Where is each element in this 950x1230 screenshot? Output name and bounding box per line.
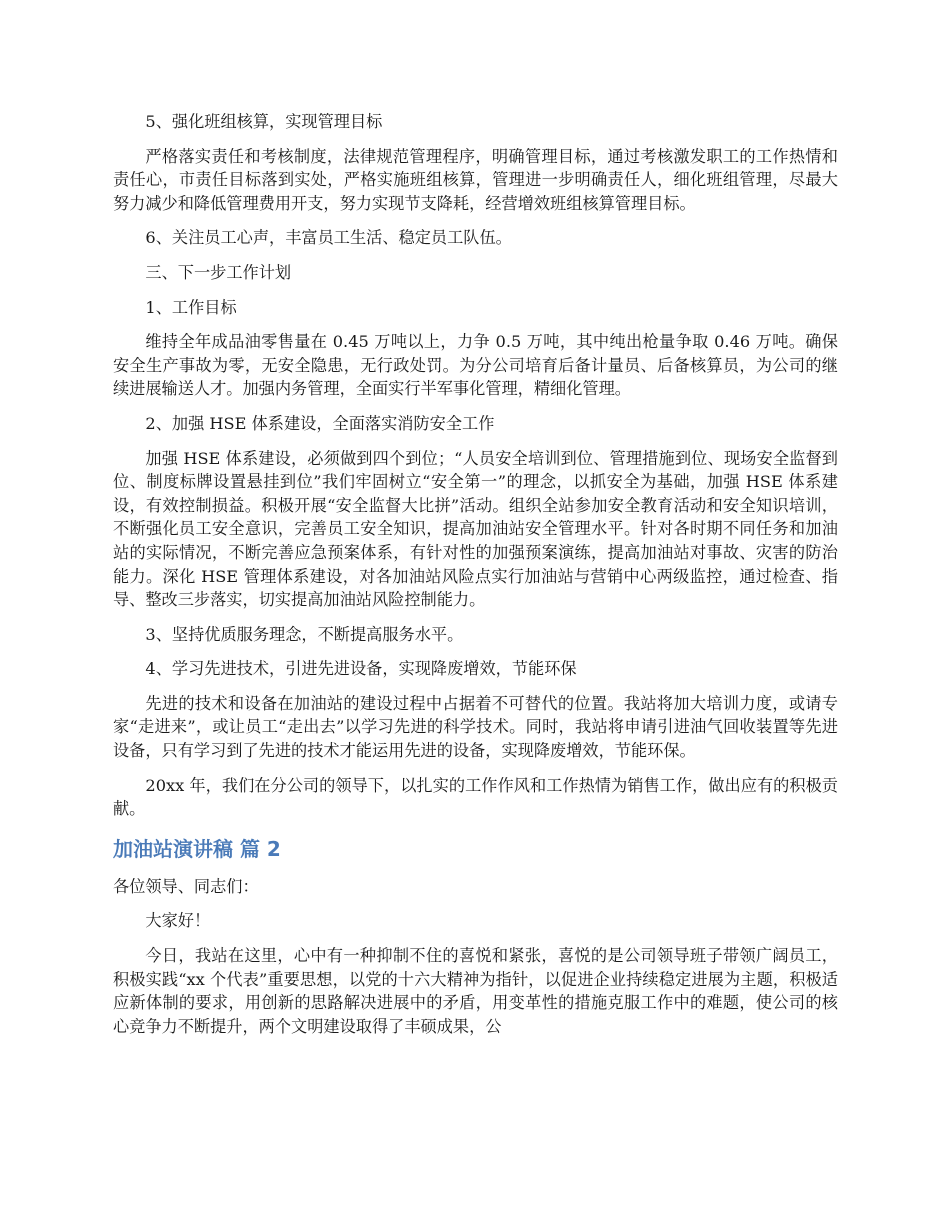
greeting: 大家好！ — [145, 911, 211, 931]
section2-heading: 加油站演讲稿 篇 2 — [113, 836, 281, 861]
goal1-title: 1、工作目标 — [145, 297, 237, 317]
salutation: 各位领导、同志们： — [113, 876, 259, 896]
item6-title: 6、关注员工心声，丰富员工生活、稳定员工队伍。 — [145, 228, 512, 248]
goal2-title: 2、加强 HSE 体系建设，全面落实消防安全工作 — [145, 413, 495, 433]
section2-paragraph: 今日，我站在这里，心中有一种抑制不住的喜悦和紧张，喜悦的是公司领导班子带领广阔员工，积极实践“xx 个代表”重要思想，以党的十六大精神为指针，以促进企业持续稳定进展为主题，积极适应新体制的要求，用创新的思路解决进展中的矛盾，用变革性的措施克服工作中的难题，使公司的核心竞争力不断提升，两个文明建设取得了丰硕成果，公 — [113, 946, 838, 1036]
document-body — [113, 110, 838, 1049]
goal3-title: 3、坚持优质服务理念，不断提高服务水平。 — [145, 624, 464, 644]
goal2-body: 加强 HSE 体系建设，必须做到四个到位；“人员安全培训到位、管理措施到位、现场安全监督到位、制度标牌设置悬挂到位”我们牢固树立“安全第一”的理念，以抓安全为基础，加强 HSE 体系建设，有效控制损益。积极开展“安全监督大比拼”活动。组织全站参加安全教育活动和安全知识培训，不断强化员工安全意识，完善员工安全知识，提高加油站安全管理水平。针对各时期不同任务和加油站的实际情况，不断完善应急预案体系，有针对性的加强预案演练，提高加油站对事故、灾害的防治能力。深化 HSE 管理体系建设，对各加油站风险点实行加油站与营销中心两级监控，通过检查、指导、整改三步落实，切实提高加油站风险控制能力。 — [113, 448, 838, 610]
goal1-body: 维持全年成品油零售量在 0.45 万吨以上，力争 0.5 万吨，其中纯出枪量争取 0.46 万吨。确保安全生产事故为零，无安全隐患，无行政处罚。为分公司培育后备计量员、后备核算员，为公司的继续进展输送人才。加强内务管理，全面实行半军事化管理，精细化管理。 — [113, 332, 838, 399]
item5-title: 5、强化班组核算，实现管理目标 — [145, 112, 383, 131]
part3-title: 三、下一步工作计划 — [145, 262, 292, 282]
goal4-body: 先进的技术和设备在加油站的建设过程中占据着不可替代的位置。我站将加大培训力度，或请专家“走进来”，或让员工“走出去”以学习先进的科学技术。同时，我站将申请引进油气回收装置等先进设备，只有学习到了先进的技术才能运用先进的设备，实现降废增效，节能环保。 — [113, 693, 838, 761]
goal4-title: 4、学习先进技术，引进先进设备，实现降废增效，节能环保 — [145, 659, 577, 679]
item5-body: 严格落实责任和考核制度，法律规范管理程序，明确管理目标，通过考核激发职工的工作热情和责任心，市责任目标落到实处，严格实施班组核算，管理进一步明确责任人，细化班组管理，尽最大努力减少和降低管理费用开支，努力实现节支降耗，经营增效班组核算管理目标。 — [113, 146, 838, 213]
closing-paragraph: 20xx 年，我们在分公司的领导下，以扎实的工作作风和工作热情为销售工作，做出应有的积极贡献。 — [113, 775, 838, 819]
